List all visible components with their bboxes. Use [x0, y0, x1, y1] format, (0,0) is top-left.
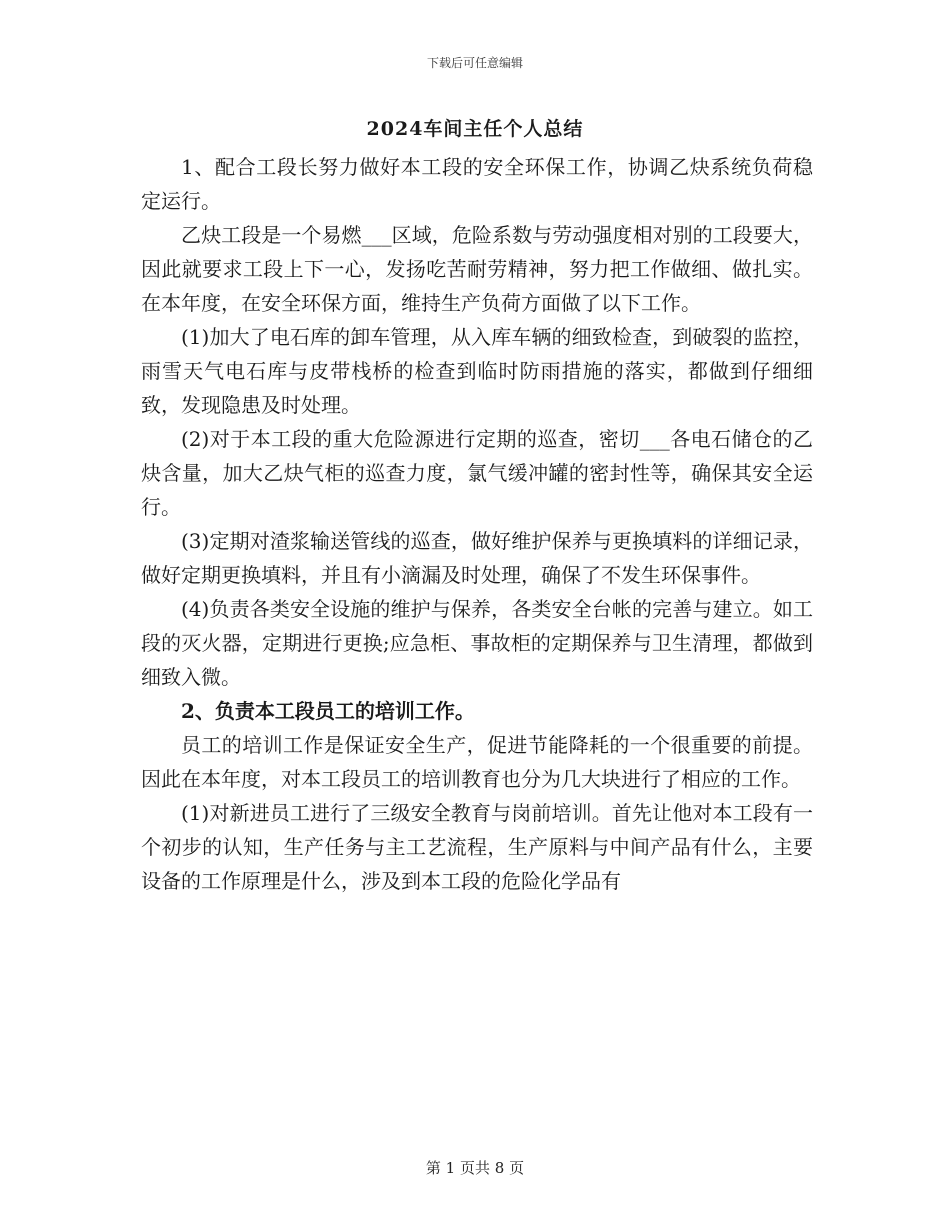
- paragraph-9: (1)对新进员工进行了三级安全教育与岗前培训。首先让他对本工段有一个初步的认知，生产任务与主工艺流程，生产原料与中间产品有什么，主要设备的工作原理是什么，涉及到本工段的危险化学品有: [141, 801, 813, 893]
- document-body: [141, 150, 813, 898]
- paragraph-1: 1、配合工段长努力做好本工段的安全环保工作，协调乙炔系统负荷稳定运行。: [141, 155, 813, 213]
- paragraph-3: (1)加大了电石库的卸车管理，从入库车辆的细致检查，到破裂的监控，雨雪天气电石库与皮带栈桥的检查到临时防雨措施的落实，都做到仔细细致，发现隐患及时处理。: [141, 325, 813, 417]
- section-heading-2: 2、负责本工段员工的培训工作。: [181, 699, 475, 723]
- page-header-note: 下载后可任意编辑: [426, 56, 523, 70]
- paragraph-6: (4)负责各类安全设施的维护与保养，各类安全台帐的完善与建立。如工段的灭火器，定期进行更换;应急柜、事故柜的定期保养与卫生清理，都做到细致入微。: [141, 597, 813, 689]
- document-title: 2024车间主任个人总结: [366, 118, 584, 140]
- paragraph-4: (2)对于本工段的重大危险源进行定期的巡查，密切___各电石储仓的乙炔含量，加大乙炔气柜的巡查力度，氯气缓冲罐的密封性等，确保其安全运行。: [141, 427, 813, 519]
- paragraph-2: 乙炔工段是一个易燃___区域，危险系数与劳动强度相对别的工段要大，因此就要求工段上下一心，发扬吃苦耐劳精神，努力把工作做细、做扎实。在本年度，在安全环保方面，维持生产负荷方面做了以下工作。: [141, 223, 813, 315]
- page-footer-number: 第 1 页共 8 页: [425, 1159, 525, 1177]
- paragraph-5: (3)定期对渣浆输送管线的巡查，做好维护保养与更换填料的详细记录，做好定期更换填料，并且有小滴漏及时处理，确保了不发生环保事件。: [141, 529, 813, 587]
- paragraph-8: 员工的培训工作是保证安全生产，促进节能降耗的一个很重要的前提。因此在本年度，对本工段员工的培训教育也分为几大块进行了相应的工作。: [141, 733, 813, 791]
